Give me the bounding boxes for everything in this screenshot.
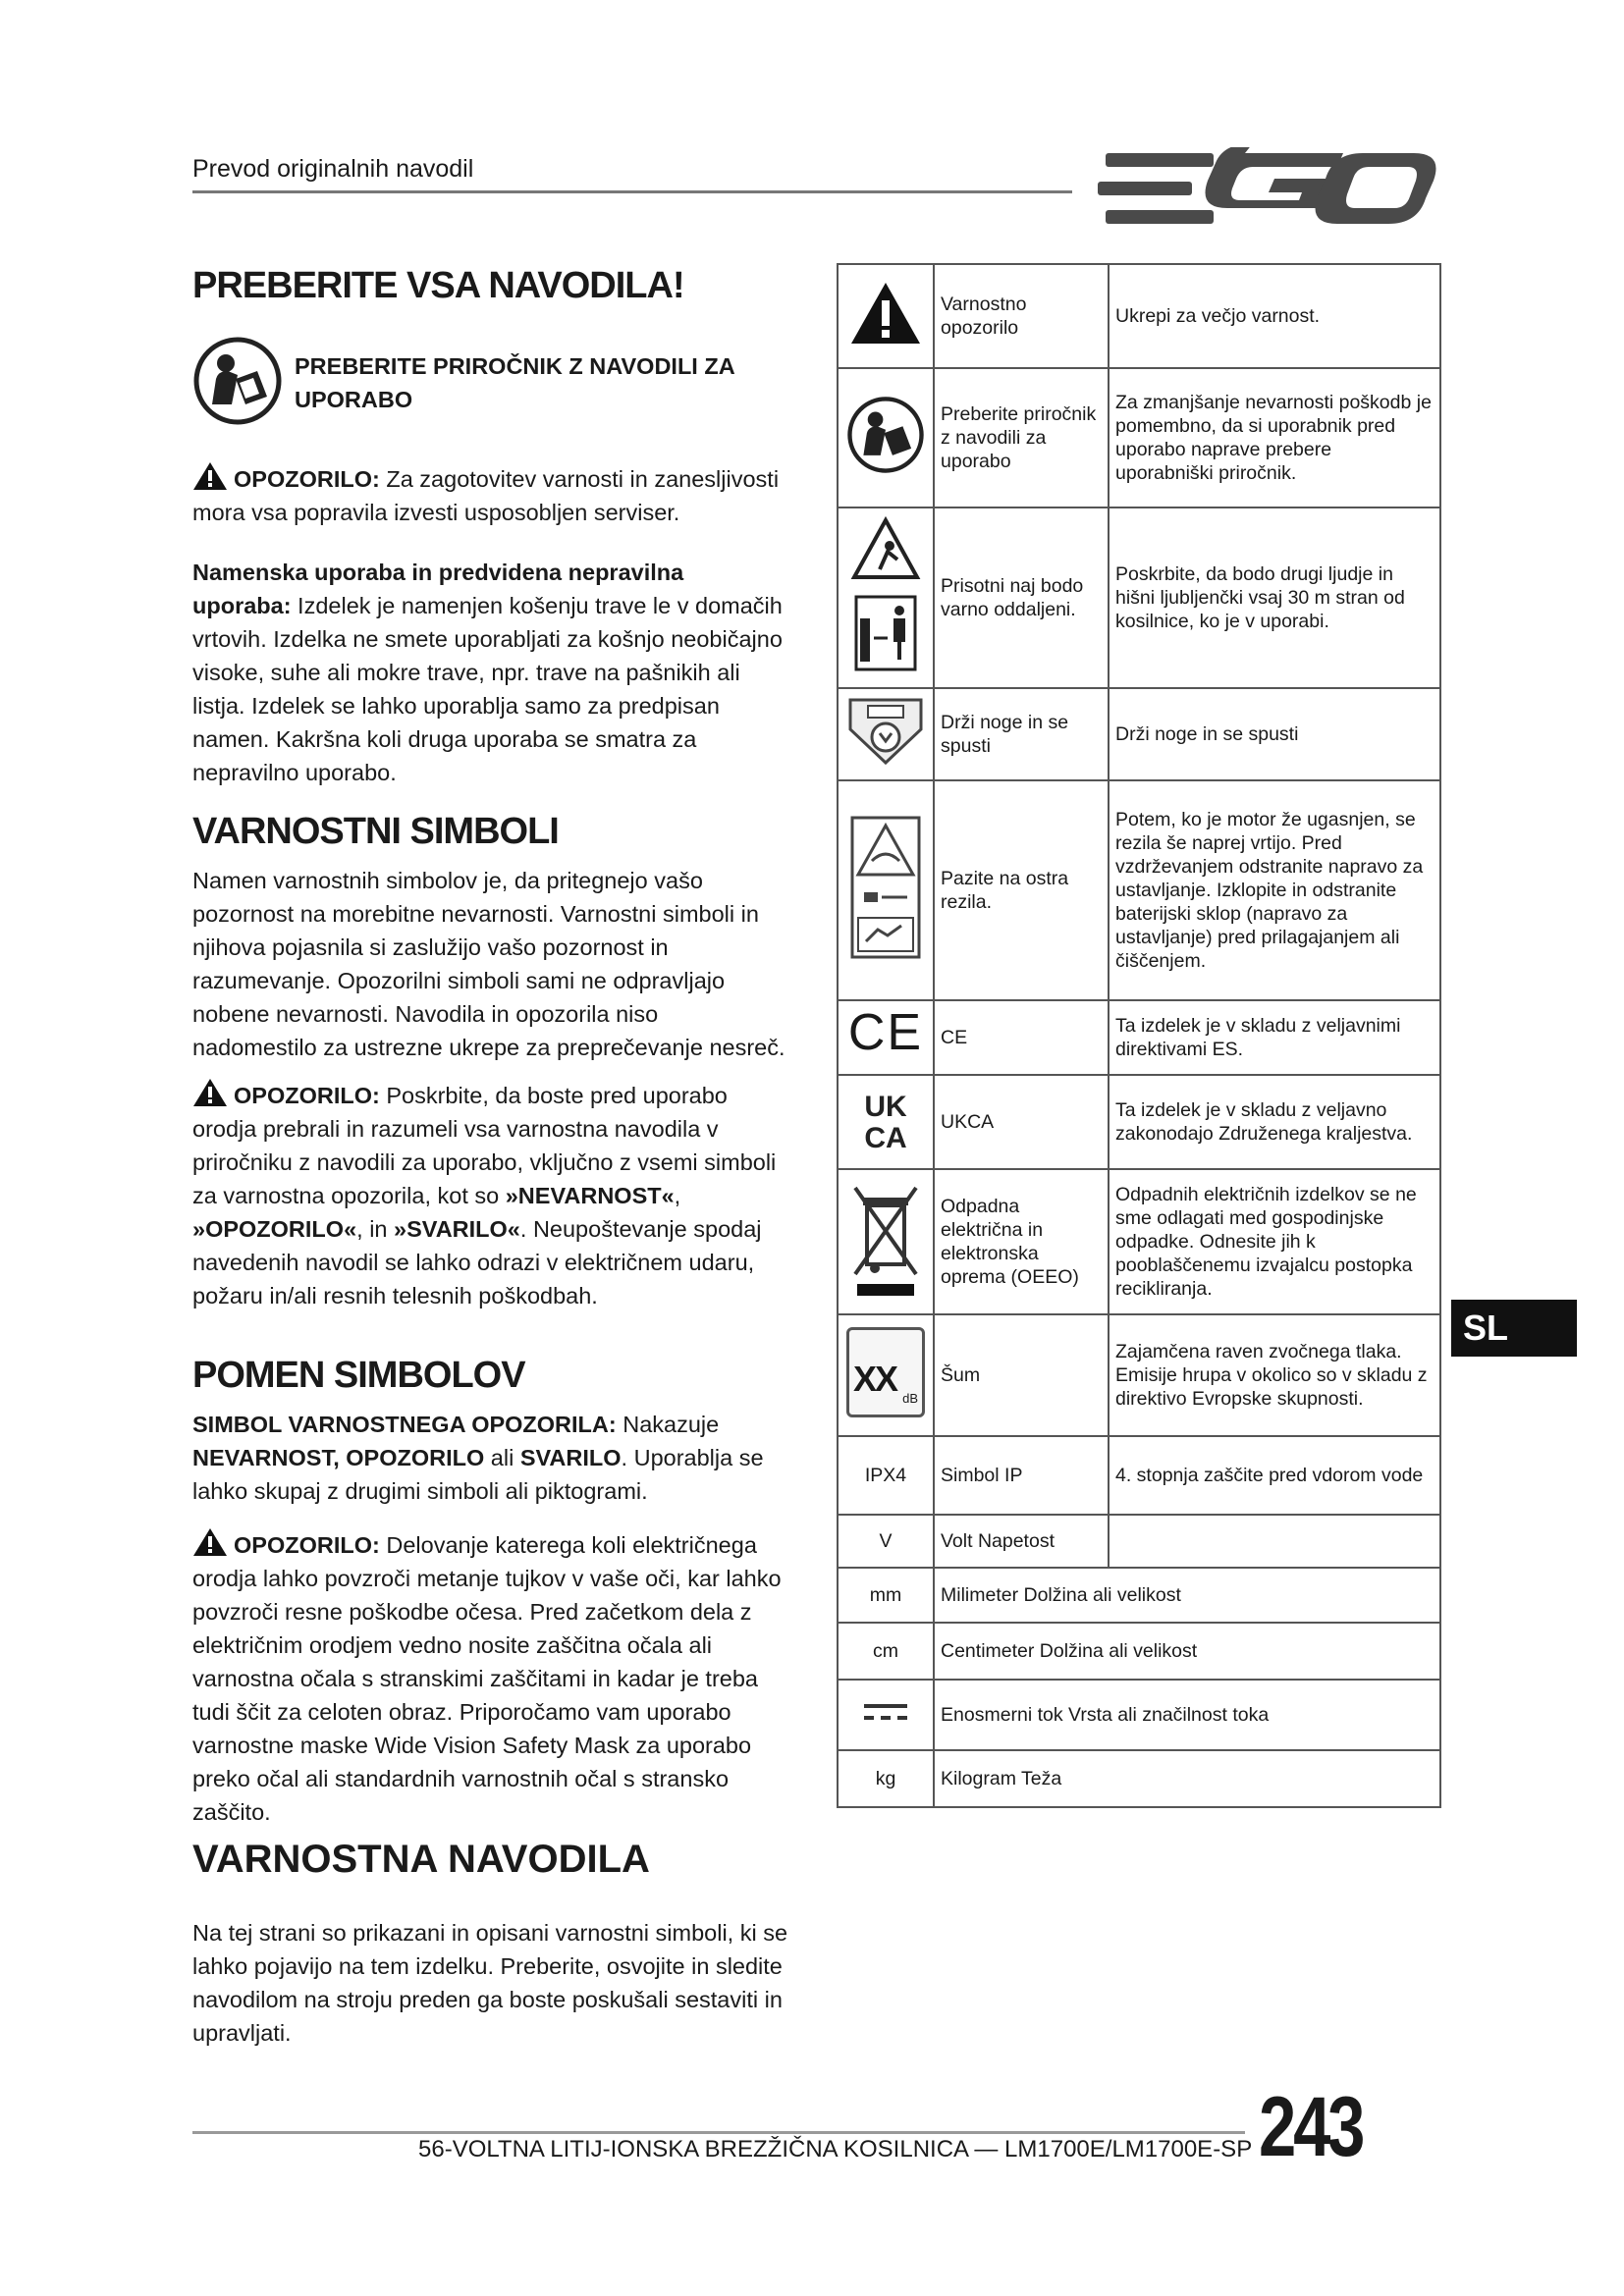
symbol-name: Kilogram Teža — [934, 1750, 1440, 1807]
table-row — [838, 1436, 1440, 1515]
ego-logo — [1098, 147, 1437, 230]
intended-use-text: Izdelek je namenjen košenju trave le v domačih vrtovih. Izdelka ne smete uporabljati za košnjo neobičajno visoke, suhe ali mokre trave, npr. trave na pašnikih ali listja. Izdelek se lahko uporablja samo za predpisan namen. Kakršna koli druga uporaba se smatra za nepravilno uporabo. — [192, 593, 783, 785]
table-row — [838, 1169, 1440, 1314]
heading-symbol-meaning: POMEN SIMBOLOV — [192, 1355, 525, 1396]
symbol-description: 4. stopnja zaščite pred vdorom vode — [1109, 1436, 1440, 1515]
heading-safety-symbols: VARNOSTNI SIMBOLI — [192, 811, 559, 852]
meaning-label: SIMBOL VARNOSTNEGA OPOZORILA: — [192, 1412, 617, 1437]
symbol-description: Odpadnih električnih izdelkov se ne sme odlagati med gospodinjske odpadke. Odnesite jih k pooblaščenemu izvajalcu postopka recikliranja. — [1109, 1169, 1440, 1314]
symbol-description — [1109, 1515, 1440, 1568]
keyword-caution: »SVARILO« — [394, 1216, 520, 1242]
table-row — [838, 780, 1440, 1000]
weee-crossed-bin-icon — [851, 1180, 920, 1298]
separator: , in — [356, 1216, 395, 1242]
document-header-title: Prevod originalnih navodil — [192, 155, 474, 183]
separator: , — [674, 1183, 681, 1208]
read-manual-icon — [192, 336, 283, 426]
warning-eye-protection — [192, 1527, 787, 1829]
heading-read-all: PREBERITE VSA NAVODILA! — [192, 265, 684, 306]
safety-alert-icon — [849, 281, 922, 346]
direct-current-icon — [862, 1700, 909, 1724]
symbol-cell — [838, 507, 934, 688]
table-row — [838, 368, 1440, 507]
symbol-cell: cm — [838, 1623, 934, 1680]
meaning-keywords: NEVARNOST, OPOZORILO — [192, 1445, 485, 1470]
symbol-cell: V — [838, 1515, 934, 1568]
symbol-name: Milimeter Dolžina ali velikost — [934, 1568, 1440, 1623]
table-row — [838, 1680, 1440, 1750]
read-manual-heading: PREBERITE PRIROČNIK Z NAVODILI ZA UPORABO — [295, 353, 734, 412]
warning-label: OPOZORILO: — [234, 1532, 380, 1558]
symbol-meaning-paragraph — [192, 1408, 787, 1508]
table-row — [838, 688, 1440, 780]
warning-triangle-icon — [192, 1078, 228, 1107]
warning-text: Delovanje katerega koli električnega orodja lahko povzroči metanje tujkov v vaše oči, kar lahko povzroči resne poškodbe očesa. Pred začetkom dela z električnim orodjem vedno nosite zaščitna očala ali varnostna očala s stranskimi zaščitami in kadar je treba tudi ščit za celoten obraz. Priporočamo vam uporabo varnostne maske Wide Vision Safety Mask za uporabo preko očal ali standardnih varnostnih očal s stransko zaščito. — [192, 1532, 782, 1825]
keep-feet-away-icon — [846, 696, 925, 767]
warning-read-instructions — [192, 1078, 787, 1312]
read-manual-icon — [846, 396, 925, 474]
table-row — [838, 1623, 1440, 1680]
safety-instructions-paragraph: Na tej strani so prikazani in opisani varnostni simboli, ki se lahko pojavijo na tem izdelku. Preberite, osvojite in sledite navodilom na stroju preden ga boste poskušali sestaviti in upravljati. — [192, 1920, 788, 2046]
safety-symbols-paragraph: Namen varnostnih simbolov je, da pritegnejo vašo pozornost na morebitne nevarnosti. Varnostni simboli in njihova pojasnila si zaslužijo vašo pozornost in razumevanje. Opozorilni simboli sami ne odpravljajo nobene nevarnosti. Navodila in opozorila niso nadomestilo za ustrezne ukrepe za preprečevanje nesreč. — [192, 868, 785, 1060]
footer-product-title: 56-VOLTNA LITIJ-IONSKA BREZŽIČNA KOSILNICA — LM1700E/LM1700E-SP — [418, 2136, 1253, 2163]
symbol-name: Enosmerni tok Vrsta ali značilnost toka — [934, 1680, 1440, 1750]
symbol-description: Ukrepi za večjo varnost. — [1109, 264, 1440, 368]
symbol-name: Varnostno opozorilo — [934, 264, 1109, 368]
table-row — [838, 1075, 1440, 1169]
symbol-name: Prisotni naj bodo varno oddaljeni. — [934, 507, 1109, 688]
symbol-name: Drži noge in se spusti — [934, 688, 1109, 780]
symbol-description: Poskrbite, da bodo drugi ljudje in hišni ljubljenčki vsaj 30 m stran od kosilnice, ko je v uporabi. — [1109, 507, 1440, 688]
ukca-mark-icon — [856, 1087, 915, 1151]
symbol-cell — [838, 1169, 934, 1314]
warning-repairs — [192, 461, 787, 529]
symbol-description: Ta izdelek je v skladu z veljavnimi direktivami ES. — [1109, 1000, 1440, 1075]
symbol-cell — [838, 1680, 934, 1750]
warning-triangle-icon — [192, 1527, 228, 1557]
intended-use — [192, 556, 787, 789]
table-row — [838, 1515, 1440, 1568]
table-row — [838, 507, 1440, 688]
ce-mark-icon: CE — [847, 1003, 924, 1061]
svg-text:UK: UK — [864, 1091, 907, 1123]
symbol-cell — [838, 688, 934, 780]
symbol-cell: IPX4 — [838, 1436, 934, 1515]
symbol-description: Drži noge in se spusti — [1109, 688, 1440, 780]
symbol-name: Preberite priročnik z navodili za uporabo — [934, 368, 1109, 507]
table-row — [838, 1314, 1440, 1436]
keyword-warning: »OPOZORILO« — [192, 1216, 357, 1242]
warning-text: Za zagotovitev varnosti in zanesljivosti mora vsa popravila izvesti usposobljen serviser. — [192, 466, 780, 525]
warning-label: OPOZORILO: — [234, 1083, 380, 1108]
table-row — [838, 1000, 1440, 1075]
symbol-name: Šum — [934, 1314, 1109, 1436]
language-tab: SL — [1451, 1300, 1577, 1357]
sharp-blades-icon — [848, 814, 923, 961]
svg-text:CA: CA — [864, 1122, 907, 1151]
keyword-danger: »NEVARNOST« — [505, 1183, 675, 1208]
warning-triangle-icon — [192, 461, 228, 491]
symbol-cell: kg — [838, 1750, 934, 1807]
symbol-cell — [838, 1000, 934, 1075]
meaning-text: . Uporablja se lahko skupaj z drugimi simboli ali piktogrami. — [192, 1445, 764, 1504]
table-row — [838, 1750, 1440, 1807]
header-rule — [192, 190, 1072, 193]
symbol-name: Odpadna električna in elektronska oprema (OEEO) — [934, 1169, 1109, 1314]
meaning-text: ali — [484, 1445, 520, 1470]
keep-bystanders-away-icon — [850, 516, 921, 673]
meaning-keyword: SVARILO — [519, 1445, 622, 1470]
warning-label: OPOZORILO: — [234, 466, 380, 492]
table-row — [838, 1568, 1440, 1623]
symbol-name: Simbol IP — [934, 1436, 1109, 1515]
footer-rule — [192, 2131, 1245, 2134]
symbols-table — [837, 263, 1441, 1808]
noise-level-icon — [846, 1327, 925, 1417]
noise-level-unit: dB — [902, 1391, 918, 1406]
symbol-cell — [838, 264, 934, 368]
intended-use-label: Namenska uporaba in predvidena nepravilna uporaba: — [192, 560, 684, 618]
warning-text: Poskrbite, da boste pred uporabo orodja prebrali in razumeli vsa varnostna navodila v priročniku z navodili za uporabo, vključno z vsemi simboli za varnostna opozorila, kot so — [192, 1083, 777, 1208]
symbol-cell: mm — [838, 1568, 934, 1623]
symbol-cell — [838, 780, 934, 1000]
symbol-cell — [838, 1314, 934, 1436]
symbol-name: Volt Napetost — [934, 1515, 1109, 1568]
symbol-name: UKCA — [934, 1075, 1109, 1169]
symbol-name: CE — [934, 1000, 1109, 1075]
symbol-description: Ta izdelek je v skladu z veljavno zakonodajo Združenega kraljestva. — [1109, 1075, 1440, 1169]
page-number: 243 — [1259, 2080, 1363, 2174]
symbol-description: Zajamčena raven zvočnega tlaka. Emisije hrupa v okolico so v skladu z direktivo Evropske skupnosti. — [1109, 1314, 1440, 1436]
symbol-description: Za zmanjšanje nevarnosti poškodb je pomembno, da si uporabnik pred uporabo naprave prebere uporabniški priročnik. — [1109, 368, 1440, 507]
warning-text: . Neupoštevanje spodaj navedenih navodil se lahko odrazi v električnem udaru, požaru in/ali resnih telesnih poškodbah. — [192, 1216, 762, 1308]
symbol-name: Pazite na ostra rezila. — [934, 780, 1109, 1000]
symbol-cell — [838, 368, 934, 507]
heading-safety-instructions: VARNOSTNA NAVODILA — [192, 1838, 650, 1881]
table-row — [838, 264, 1440, 368]
noise-level-value: XX — [853, 1359, 897, 1399]
meaning-text: Nakazuje — [616, 1412, 720, 1437]
symbol-cell — [838, 1075, 934, 1169]
symbol-description: Potem, ko je motor že ugasnjen, se rezila še naprej vrtijo. Pred vzdrževanjem odstranite napravo za ustavljanje. Izklopite in odstranite baterijski sklop (napravo za ustavljanje) pred prilagajanjem ali čiščenjem. — [1109, 780, 1440, 1000]
symbol-name: Centimeter Dolžina ali velikost — [934, 1623, 1440, 1680]
